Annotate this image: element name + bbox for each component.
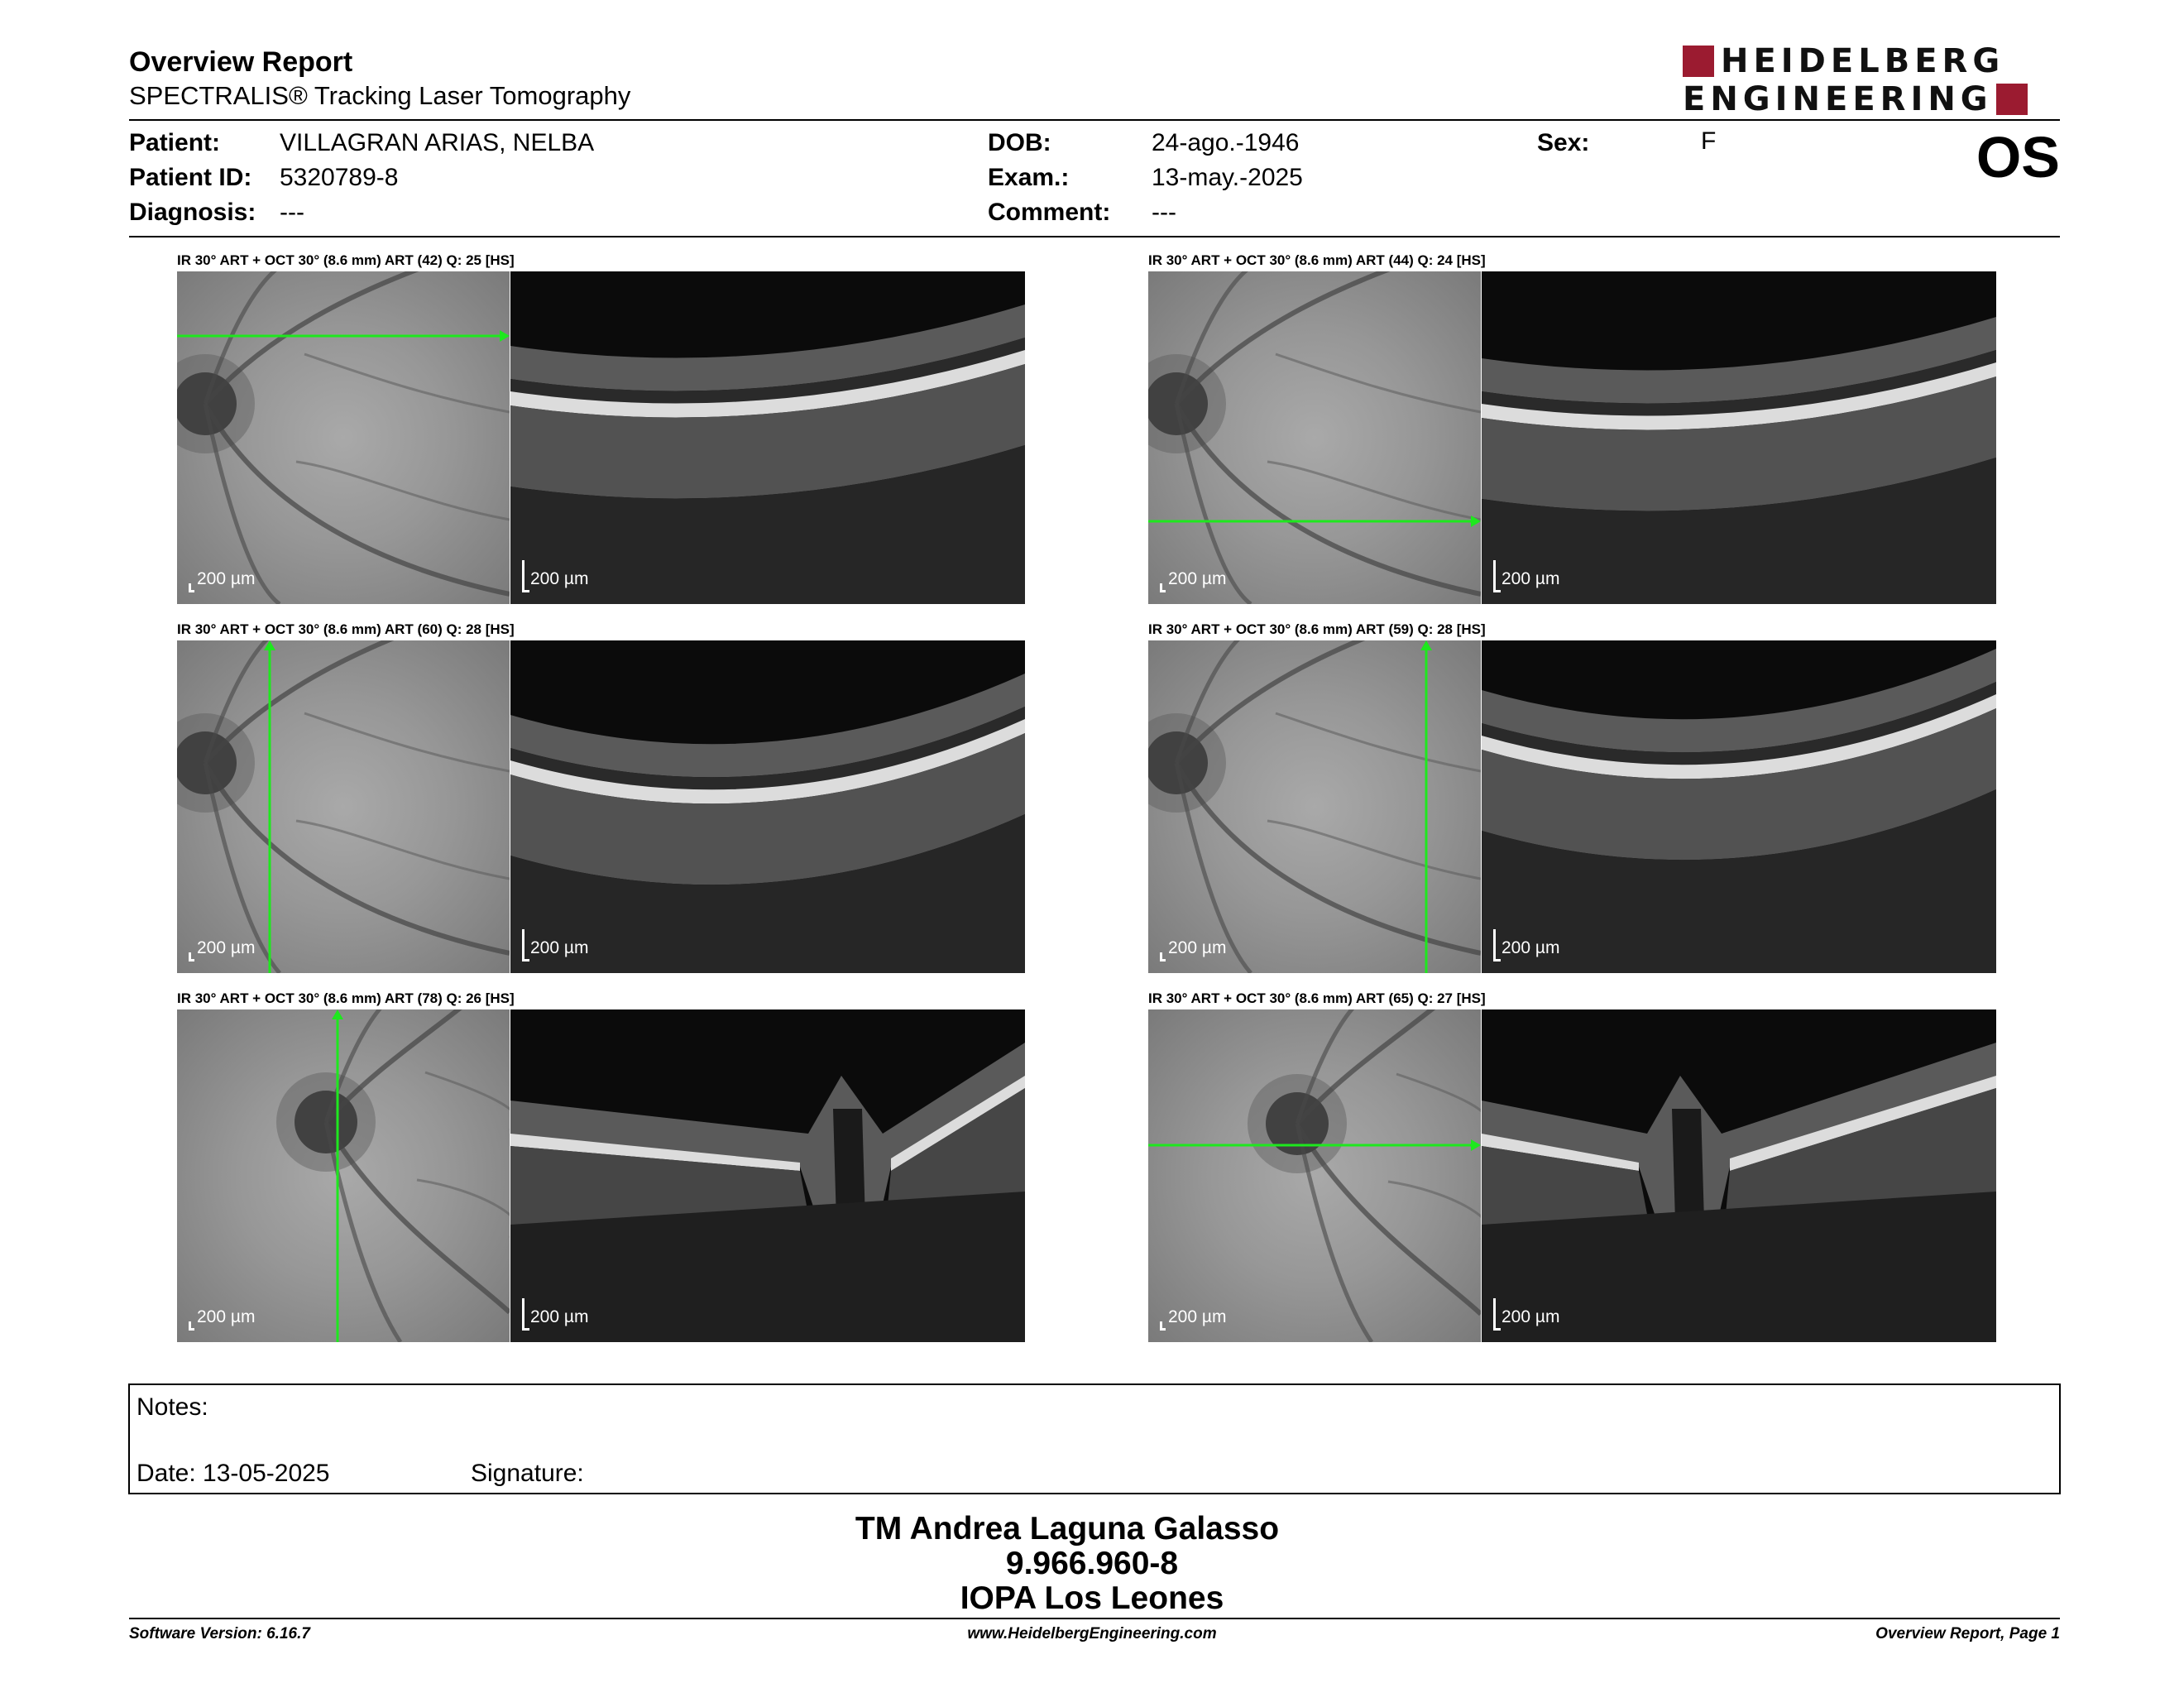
report-title: Overview Report (129, 46, 353, 78)
dob-value: 24-ago.-1946 (1152, 129, 1300, 156)
patient-divider (129, 236, 2060, 237)
oct-scale-label: 200 µm (1502, 569, 1560, 588)
oct-scale-label: 200 µm (530, 569, 589, 588)
oct-bscan-image (510, 271, 1025, 604)
scale-bar-icon (522, 560, 529, 592)
oct-scale-label: 200 µm (530, 1307, 589, 1326)
fundus-scale-label: 200 µm (197, 1307, 256, 1326)
signatory-name: TM Andrea Laguna Galasso (855, 1511, 1280, 1547)
fundus-drawing (1148, 271, 1481, 604)
fundus-image (177, 1009, 510, 1342)
scale-bar-icon (522, 1298, 529, 1331)
oct-drawing (510, 640, 1025, 973)
patient-id: 5320789-8 (280, 164, 399, 191)
footer-divider (129, 1618, 2060, 1619)
heidelberg-logo (1683, 42, 2060, 118)
scan-caption: IR 30° ART + OCT 30° (8.6 mm) ART (78) Q: 26 [HS] (177, 990, 515, 1006)
exam-value: 13-may.-2025 (1152, 164, 1303, 191)
fundus-scale-label: 200 µm (1168, 938, 1227, 957)
logo-text-line2: ENGINEERING (1683, 80, 1993, 118)
fundus-scale-label: 200 µm (1168, 569, 1227, 588)
oct-drawing (1482, 271, 1996, 604)
fundus-drawing (1148, 1009, 1481, 1342)
scale-bar-icon (1493, 929, 1501, 961)
oct-drawing (510, 1009, 1025, 1342)
fundus-image (1148, 1009, 1481, 1342)
patient-name: VILLAGRAN ARIAS, NELBA (280, 129, 595, 156)
oct-bscan-image (1482, 640, 1996, 973)
scale-bar-icon (1160, 583, 1166, 592)
oct-bscan-image (1482, 1009, 1996, 1342)
scale-bar-icon (189, 1321, 194, 1331)
comment-value: --- (1152, 199, 1176, 226)
date-label: Date: 13-05-2025 (136, 1460, 330, 1487)
scan-caption: IR 30° ART + OCT 30° (8.6 mm) ART (60) Q: 28 [HS] (177, 621, 515, 637)
scale-bar-icon (1493, 560, 1501, 592)
sex-value: F (1701, 127, 1717, 155)
oct-drawing (510, 271, 1025, 604)
fundus-image (177, 640, 510, 973)
website-link: www.HeidelbergEngineering.com (967, 1625, 1217, 1642)
scan-caption: IR 30° ART + OCT 30° (8.6 mm) ART (44) Q: 24 [HS] (1148, 252, 1486, 268)
fundus-image (177, 271, 510, 604)
oct-drawing (1482, 1009, 1996, 1342)
signatory-id: 9.966.960-8 (1005, 1546, 1179, 1581)
scan-caption: IR 30° ART + OCT 30° (8.6 mm) ART (59) Q: 28 [HS] (1148, 621, 1486, 637)
diagnosis-value: --- (280, 199, 304, 226)
page-number: Overview Report, Page 1 (1875, 1625, 2060, 1642)
fundus-image (1148, 271, 1481, 604)
oct-scale-label: 200 µm (1502, 938, 1560, 957)
logo-square-icon (1683, 46, 1714, 77)
scale-bar-icon (1160, 1321, 1166, 1331)
fundus-drawing (177, 1009, 510, 1342)
software-version: Software Version: 6.16.7 (129, 1625, 310, 1642)
scan-caption: IR 30° ART + OCT 30° (8.6 mm) ART (42) Q: 25 [HS] (177, 252, 515, 268)
logo-square-icon (1996, 84, 2028, 115)
oct-bscan-image (510, 1009, 1025, 1342)
scale-bar-icon (189, 583, 194, 592)
oct-drawing (1482, 640, 1996, 973)
patient-id-label: Patient ID: (129, 164, 252, 191)
fundus-image (1148, 640, 1481, 973)
exam-label: Exam.: (988, 164, 1070, 191)
scale-bar-icon (522, 929, 529, 961)
fundus-scale-label: 200 µm (197, 938, 256, 957)
dob-label: DOB: (988, 129, 1051, 156)
fundus-drawing (1148, 640, 1481, 973)
diagnosis-label: Diagnosis: (129, 199, 256, 226)
sex-label: Sex: (1537, 129, 1590, 156)
scale-bar-icon (1160, 952, 1166, 961)
scan-caption: IR 30° ART + OCT 30° (8.6 mm) ART (65) Q: 27 [HS] (1148, 990, 1486, 1006)
oct-bscan-image (1482, 271, 1996, 604)
comment-label: Comment: (988, 199, 1111, 226)
report-subtitle: SPECTRALIS® Tracking Laser Tomography (129, 81, 631, 110)
fundus-scale-label: 200 µm (1168, 1307, 1227, 1326)
fundus-drawing (177, 271, 510, 604)
oct-scale-label: 200 µm (530, 938, 589, 957)
fundus-drawing (177, 640, 510, 973)
notes-label: Notes: (136, 1393, 208, 1421)
oct-bscan-image (510, 640, 1025, 973)
scale-bar-icon (189, 952, 194, 961)
logo-text-line1: HEIDELBERG (1721, 42, 2005, 80)
scale-bar-icon (1493, 1298, 1501, 1331)
notes-box (128, 1383, 2061, 1494)
fundus-scale-label: 200 µm (197, 569, 256, 588)
signatory-institution: IOPA Los Leones (960, 1580, 1224, 1616)
patient-label: Patient: (129, 129, 221, 156)
oct-scale-label: 200 µm (1502, 1307, 1560, 1326)
header-divider (129, 119, 2060, 121)
eye-indicator: OS (1976, 125, 2060, 189)
signature-label: Signature: (471, 1460, 584, 1487)
